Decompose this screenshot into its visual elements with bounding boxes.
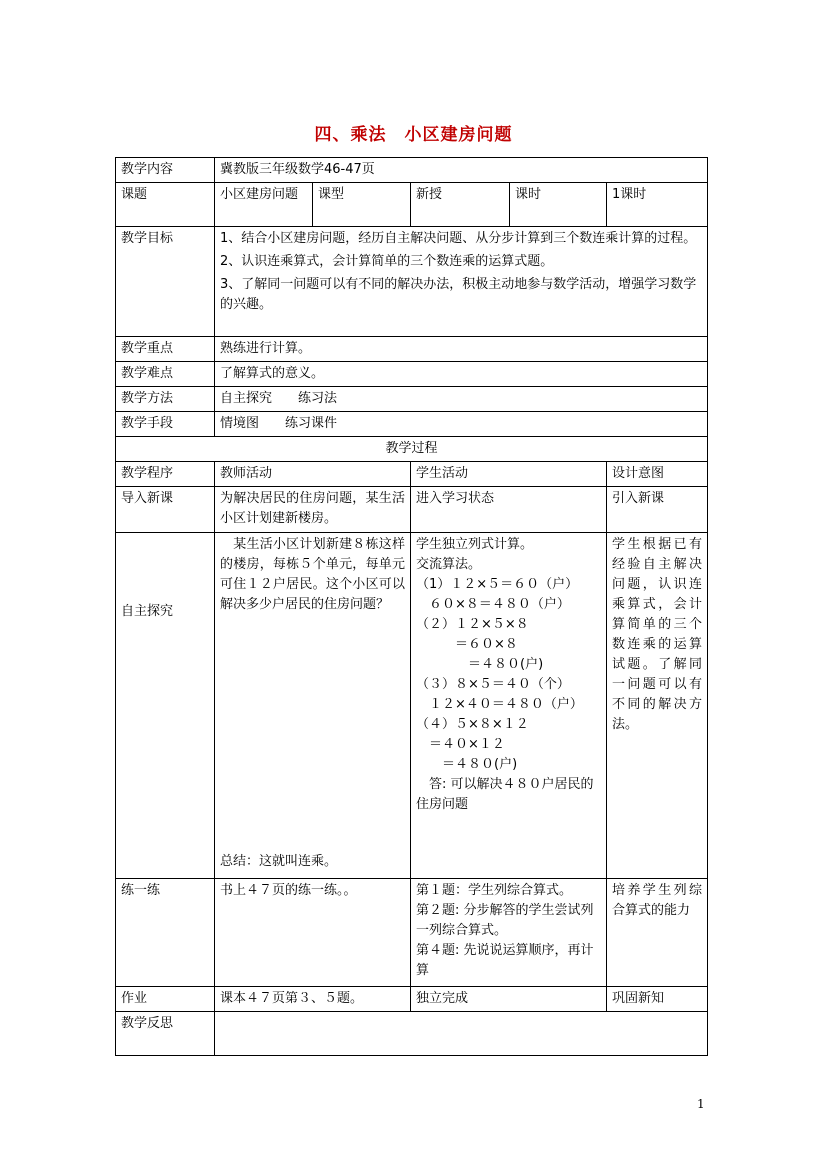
practice-stage: 练一练 bbox=[116, 879, 215, 987]
difficulty-value: 了解算式的意义。 bbox=[215, 362, 708, 387]
lesson-hours-label: 课时 bbox=[510, 183, 607, 227]
homework-intent: 巩固新知 bbox=[607, 987, 708, 1012]
homework-teacher: 课本４７页第３、５题。 bbox=[215, 987, 411, 1012]
homework-student: 独立完成 bbox=[411, 987, 607, 1012]
goals-label: 教学目标 bbox=[116, 227, 215, 337]
lesson-type-value: 新授 bbox=[411, 183, 510, 227]
intro-teacher: 为解决居民的住房问题，某生活小区计划建新楼房。 bbox=[215, 487, 411, 533]
explore-teacher-text: 某生活小区计划新建８栋这样的楼房，每栋５个单元，每单元可住１２户居民。这个小区可以解决多少户居民的住房问题？ bbox=[220, 537, 405, 612]
col-student-header: 学生活动 bbox=[411, 462, 607, 487]
practice-item: 第１题：学生列综合算式。 bbox=[416, 883, 573, 898]
content-value: 冀教版三年级数学46-47页 bbox=[215, 158, 708, 183]
student-line: 学生独立列式计算。 bbox=[416, 537, 534, 552]
means-value: 情境图 练习课件 bbox=[215, 412, 708, 437]
student-line: ＝６０×８ bbox=[416, 637, 518, 652]
explore-stage: 自主探究 bbox=[116, 533, 215, 879]
practice-intent: 培养学生列综合算式的能力 bbox=[607, 879, 708, 987]
practice-item: 第４题: 先说说运算顺序，再计算 bbox=[416, 943, 594, 978]
student-line: （４）５×８×１２ bbox=[416, 717, 529, 732]
process-header: 教学过程 bbox=[116, 437, 708, 462]
student-line: ＝４０×１２ bbox=[416, 737, 505, 752]
explore-intent: 学生根据已有经验自主解决问题，认识连乘算式，会计算简单的三个数连乘的运算试题。了解同一问题可以有不同的解决方法。 bbox=[607, 533, 708, 879]
lesson-plan-table bbox=[115, 157, 708, 1056]
lesson-value: 小区建房问题 bbox=[215, 183, 313, 227]
student-line: ＝４８０(户) bbox=[416, 657, 544, 672]
document-title: 四、乘法 小区建房问题 bbox=[314, 125, 513, 145]
homework-stage: 作业 bbox=[116, 987, 215, 1012]
goal-item: 2、认识连乘算式，会计算简单的三个数连乘的运算式题。 bbox=[220, 254, 554, 269]
key-label: 教学重点 bbox=[116, 337, 215, 362]
goal-item: 3、了解同一问题可以有不同的解决办法，积极主动地参与数学活动，增强学习数学的兴趣。 bbox=[220, 277, 697, 312]
explore-student bbox=[411, 533, 607, 879]
col-stage-header: 教学程序 bbox=[116, 462, 215, 487]
reflection-stage: 教学反思 bbox=[116, 1012, 215, 1056]
page-number: 1 bbox=[697, 1097, 705, 1111]
student-line: ６０×８＝４８０（户） bbox=[416, 597, 570, 612]
method-label: 教学方法 bbox=[116, 387, 215, 412]
content-label: 教学内容 bbox=[116, 158, 215, 183]
reflection-value bbox=[215, 1012, 708, 1056]
explore-summary: 总结：这就叫连乘。 bbox=[220, 854, 338, 869]
lesson-hours-value: 1课时 bbox=[607, 183, 708, 227]
col-intent-header: 设计意图 bbox=[607, 462, 708, 487]
goals-list bbox=[215, 227, 708, 337]
student-line: （３）８×５＝４０（个） bbox=[416, 677, 570, 692]
student-answer: 答: 可以解决４８０户居民的住房问题 bbox=[416, 777, 594, 812]
student-line: （２）１２×５×８ bbox=[416, 617, 529, 632]
goal-item: 1、结合小区建房问题，经历自主解决问题、从分步计算到三个数连乘计算的过程。 bbox=[220, 231, 697, 246]
practice-student bbox=[411, 879, 607, 987]
student-line: 交流算法。 bbox=[416, 557, 482, 572]
practice-item: 第２题: 分步解答的学生尝试列一列综合算式。 bbox=[416, 903, 594, 938]
student-line: １２×４０＝４８０（户） bbox=[416, 697, 583, 712]
intro-stage: 导入新课 bbox=[116, 487, 215, 533]
intro-student: 进入学习状态 bbox=[411, 487, 607, 533]
key-value: 熟练进行计算。 bbox=[215, 337, 708, 362]
difficulty-label: 教学难点 bbox=[116, 362, 215, 387]
explore-teacher bbox=[215, 533, 411, 879]
col-teacher-header: 教师活动 bbox=[215, 462, 411, 487]
lesson-type-label: 课型 bbox=[313, 183, 411, 227]
practice-teacher: 书上４７页的练一练。。 bbox=[215, 879, 411, 987]
lesson-label: 课题 bbox=[116, 183, 215, 227]
intro-intent: 引入新课 bbox=[607, 487, 708, 533]
method-value: 自主探究 练习法 bbox=[215, 387, 708, 412]
student-line: （1）１２×５＝６０（户） bbox=[416, 577, 579, 592]
student-line: ＝４８０(户) bbox=[416, 757, 518, 772]
means-label: 教学手段 bbox=[116, 412, 215, 437]
